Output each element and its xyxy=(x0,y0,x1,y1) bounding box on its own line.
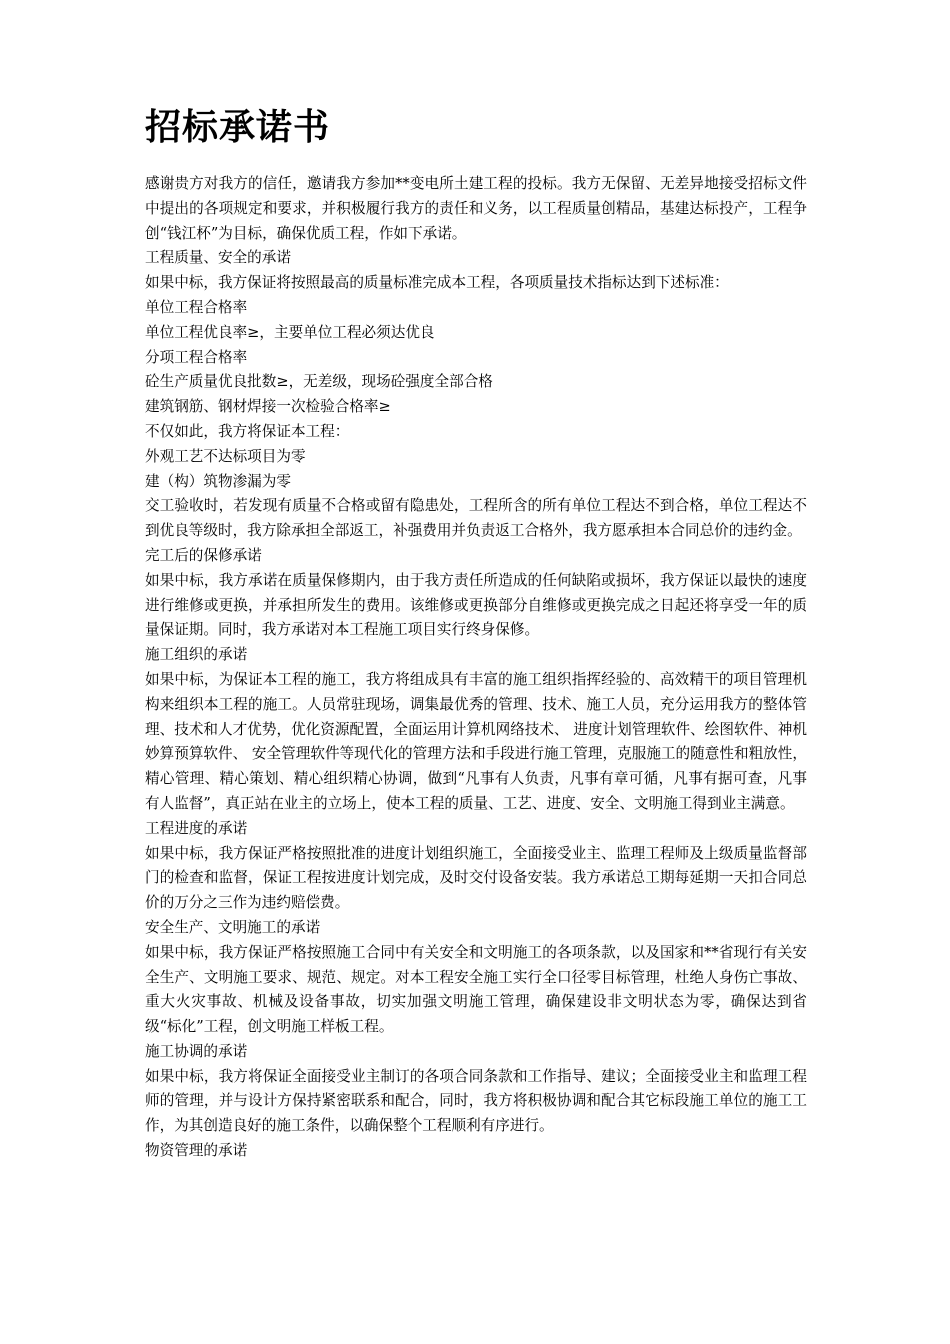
section-heading-materials: 物资管理的承诺 xyxy=(145,1142,248,1160)
section-heading-warranty: 完工后的保修承诺 xyxy=(145,546,262,564)
safety-paragraph: 如果中标，我方保证严格按照施工合同中有关安全和文明施工的各项条款，以及国家和**省现行有关安全生产、文明施工要求、规范、规定。对本工程安全施工实行全口径零目标管理，杜绝人身伤亡事故、重大火灾事故、机械及设备事故，切实加强文明施工管理，确保建设非文明状态为零，确保达到省级“标化”工程，创文明施工样板工程。 xyxy=(145,943,807,1036)
section-heading-schedule: 工程进度的承诺 xyxy=(145,819,248,837)
guarantee-item: 建（构）筑物渗漏为零 xyxy=(145,472,291,490)
quality-item: 建筑钢筋、钢材焊接一次检验合格率≥ xyxy=(145,398,391,416)
document-title: 招标承诺书 xyxy=(145,106,331,148)
intro-paragraph: 感谢贵方对我方的信任，邀请我方参加**变电所土建工程的投标。我方无保留、无差异地接受招标文件中提出的各项规定和要求，并积极履行我方的责任和义务，以工程质量创精品，基建达标投产，工程争创“钱江杯”为目标，确保优质工程，作如下承诺。 xyxy=(145,175,807,242)
guarantee-paragraph: 不仅如此，我方将保证本工程： xyxy=(145,422,350,440)
quality-item: 单位工程优良率≥，主要单位工程必须达优良 xyxy=(145,323,435,341)
section-heading-safety-civilized: 安全生产、文明施工的承诺 xyxy=(145,918,321,936)
section-heading-organization: 施工组织的承诺 xyxy=(145,646,248,664)
warranty-paragraph: 如果中标，我方承诺在质量保修期内，由于我方责任所造成的任何缺陷或损坏，我方保证以最快的速度进行维修或更换，并承担所发生的费用。该维修或更换部分自维修或更换完成之日起还将享受一年的质量保证期。同时，我方承诺对本工程施工项目实行终身保修。 xyxy=(145,571,807,639)
section-heading-quality-safety: 工程质量、安全的承诺 xyxy=(145,249,291,267)
quality-paragraph: 如果中标，我方保证将按照最高的质量标准完成本工程，各项质量技术指标达到下述标准： xyxy=(145,274,729,292)
acceptance-paragraph: 交工验收时，若发现有质量不合格或留有隐患处，工程所含的所有单位工程达不到合格，单位工程达不到优良等级时，我方除承担全部返工，补强费用并负责返工合格外，我方愿承担本合同总价的违约金。 xyxy=(145,497,807,540)
section-heading-coordination: 施工协调的承诺 xyxy=(145,1042,248,1060)
document-page xyxy=(145,100,807,1164)
schedule-paragraph: 如果中标，我方保证严格按照批准的进度计划组织施工，全面接受业主、监理工程师及上级质量监督部门的检查和监督，保证工程按进度计划完成，及时交付设备安装。我方承诺总工期每延期一天扣合同总价的万分之三作为违约赔偿费。 xyxy=(145,844,807,912)
guarantee-item: 外观工艺不达标项目为零 xyxy=(145,447,306,465)
quality-item: 单位工程合格率 xyxy=(145,298,248,316)
coordination-paragraph: 如果中标，我方将保证全面接受业主制订的各项合同条款和工作指导、建议；全面接受业主和监理工程师的管理，并与设计方保持紧密联系和配合，同时，我方将积极协调和配合其它标段施工单位的施工工作，为其创造良好的施工条件，以确保整个工程顺利有序进行。 xyxy=(145,1067,807,1135)
quality-item: 分项工程合格率 xyxy=(145,348,248,366)
quality-item: 砼生产质量优良批数≥，无差级，现场砼强度全部合格 xyxy=(145,373,493,391)
document-body xyxy=(145,172,807,1164)
organization-paragraph: 如果中标，为保证本工程的施工，我方将组成具有丰富的施工组织指挥经验的、高效精干的项目管理机构来组织本工程的施工。人员常驻现场，调集最优秀的管理、技术、施工人员，充分运用我方的整体管理、技术和人才优势，优化资源配置，全面运用计算机网络技术、 进度计划管理软件、绘图软件、神机妙算预算软件、 安全管理软件等现代化的管理方法和手段进行施工管理，克服施工的随意性和粗放性，精心管理、精心策划、精心组织精心协调，做到“凡事有人负责，凡事有章可循，凡事有据可查，凡事有人监督”，真正站在业主的立场上，使本工程的质量、工艺、进度、安全、文明施工得到业主满意。 xyxy=(145,670,807,812)
